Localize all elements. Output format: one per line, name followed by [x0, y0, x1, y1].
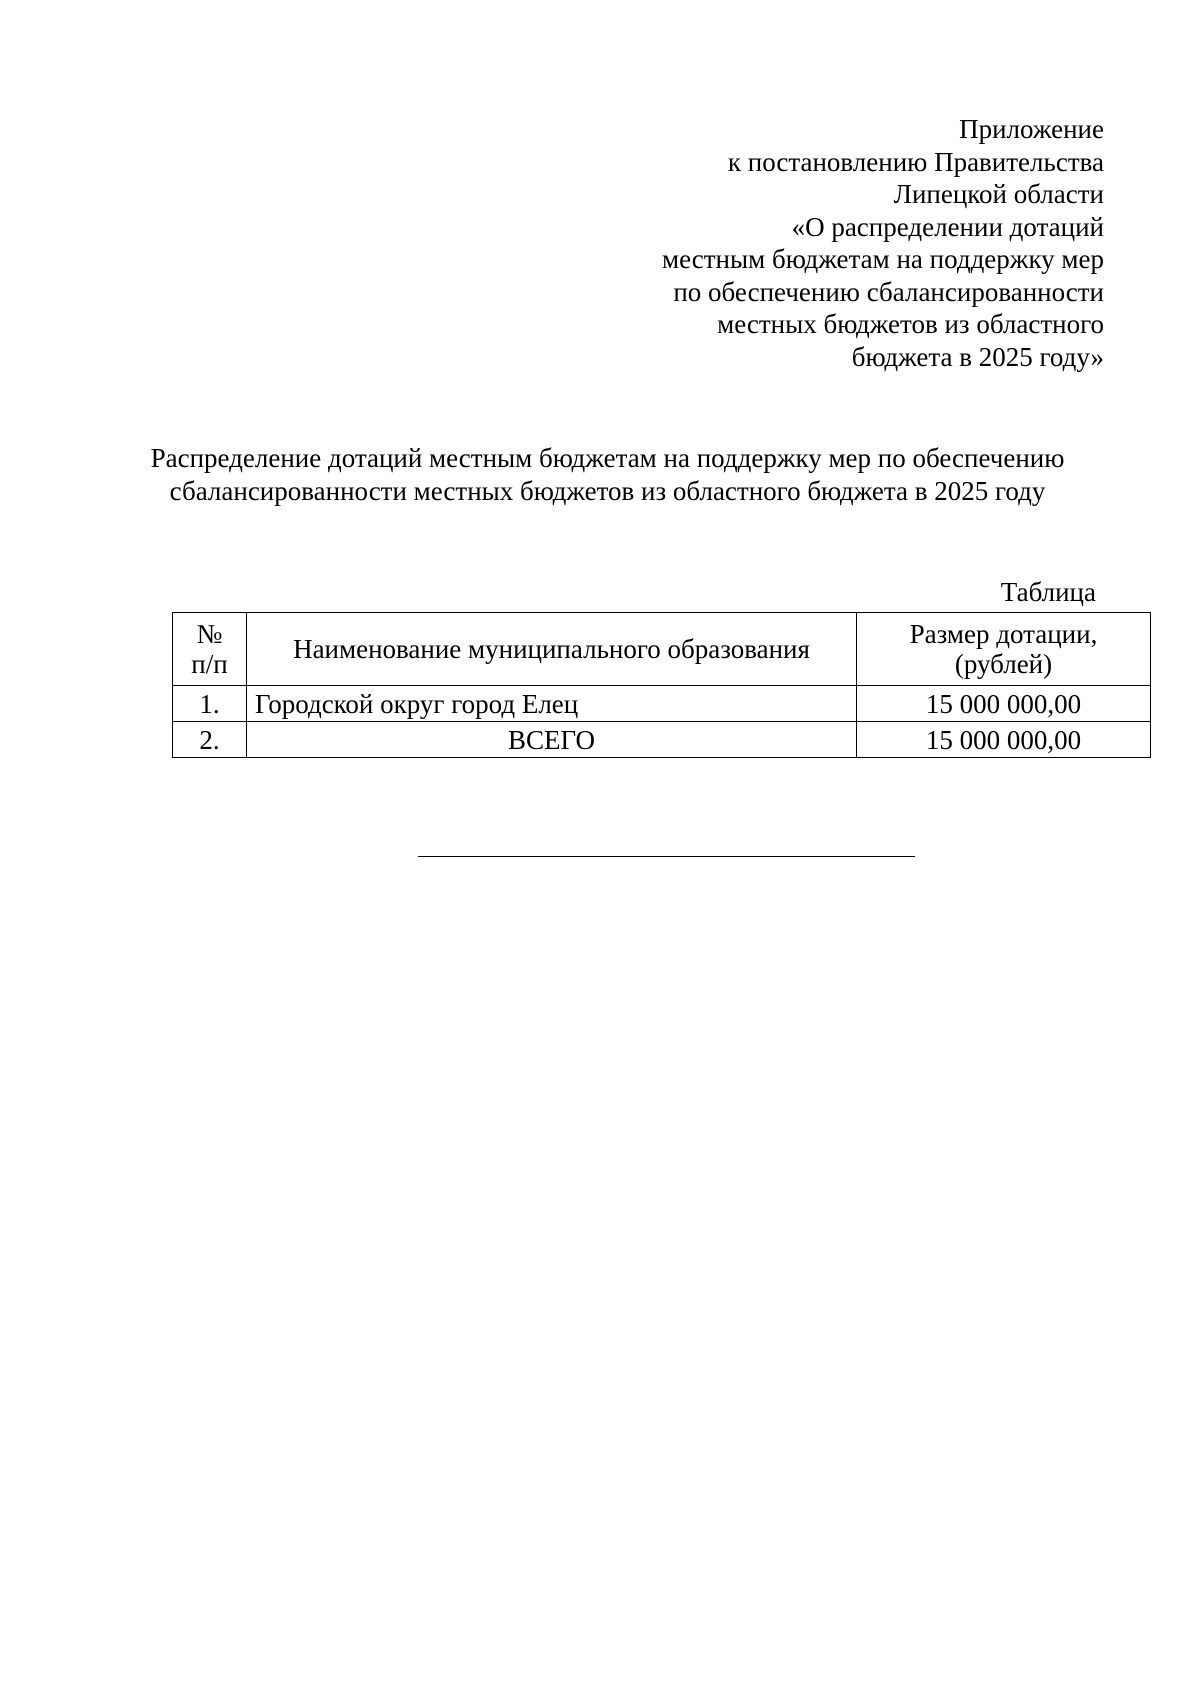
appendix-line: Липецкой области [893, 179, 1104, 209]
document-title-line: сбалансированности местных бюджетов из областного бюджета в 2025 году [169, 475, 1046, 506]
header-number [173, 613, 247, 686]
appendix-line: местным бюджетам на поддержку мер [662, 244, 1104, 274]
header-number-symbol: № [196, 619, 223, 649]
appendix-line: «О распределении дотаций [791, 211, 1104, 242]
appendix-line: Приложение [959, 114, 1104, 144]
row-number: 2. [173, 722, 247, 758]
row-number: 1. [173, 686, 247, 722]
header-subsidy-amount [857, 613, 1151, 686]
appendix-line: бюджета в 2025 году» [851, 341, 1104, 372]
end-divider-line [418, 856, 915, 857]
row-total-amount: 15 000 000,00 [857, 722, 1151, 758]
appendix-line: по обеспечению сбалансированности [673, 276, 1104, 307]
header-amount-unit: (рублей) [954, 649, 1053, 679]
table-total-row [173, 722, 1151, 758]
appendix-line: местных бюджетов из областного [717, 309, 1104, 339]
document-title-line: Распределение дотаций местным бюджетам на поддержку мер по обеспечению [150, 443, 1065, 473]
document-title [150, 442, 1065, 507]
table-header-row [173, 613, 1151, 686]
table-caption: Таблица [1000, 577, 1096, 607]
table-row [173, 686, 1151, 722]
row-amount: 15 000 000,00 [857, 686, 1151, 722]
row-municipality: Городской округ город Елец [247, 686, 857, 722]
header-amount-label: Размер дотации, [909, 619, 1098, 649]
row-total-label: ВСЕГО [247, 722, 857, 758]
header-municipality-name: Наименование муниципального образования [247, 613, 857, 686]
appendix-line: к постановлению Правительства [727, 146, 1104, 177]
distribution-table [172, 612, 1151, 758]
appendix-block [544, 113, 1104, 373]
header-number-abbrev: п/п [191, 649, 228, 679]
